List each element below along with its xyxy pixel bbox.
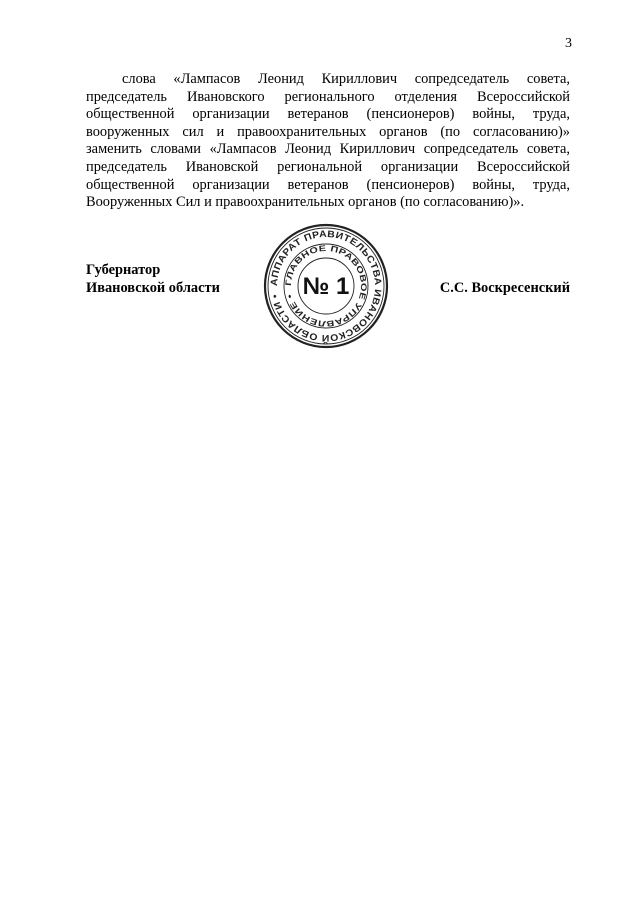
official-seal	[262, 222, 390, 350]
seal-outer-text: АППАРАТ ПРАВИТЕЛЬСТВА ИВАНОВСКОЙ ОБЛАСТИ •	[267, 227, 385, 345]
seal-graphic	[262, 222, 390, 350]
signer-title-line1: Губернатор	[86, 262, 161, 278]
signer-title-line2: Ивановской области	[86, 279, 220, 296]
seal-number: № 1	[302, 273, 350, 300]
signer-title	[86, 262, 220, 297]
body-paragraph	[86, 71, 570, 212]
body-paragraph-text: слова «Лампасов Леонид Кириллович сопредседатель совета, председатель Ивановского регионального отделения Всероссийской общественной организации ветеранов (пенсионеров) войны, труда, вооруженных сил и правоохранительных органов (по согласованию)» заменить словами «Лампасов Леонид Кириллович сопредседатель совета, председатель Ивановской региональной организации Всероссийской общественной организации ветеранов (пенсионеров) войны, труда, Вооруженных Сил и правоохранительных органов (по согласованию)».	[86, 71, 570, 211]
seal-inner-text: ГЛАВНОЕ ПРАВОВОЕ УПРАВЛЕНИЕ •	[283, 243, 369, 329]
page-number: 3	[565, 36, 572, 51]
signer-name: С.С. Воскресенский	[439, 279, 570, 296]
